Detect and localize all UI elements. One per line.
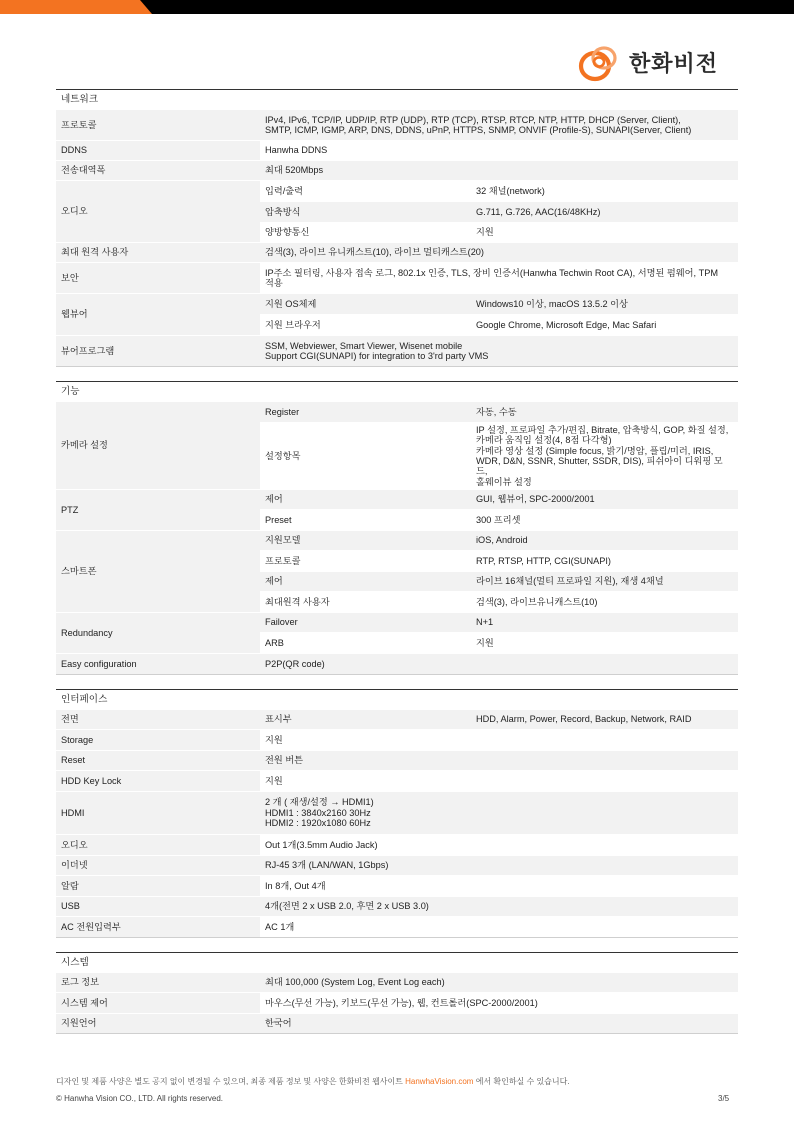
- table-row: [56, 897, 738, 917]
- row-value: 지원: [260, 730, 738, 751]
- table-row: [56, 1014, 738, 1034]
- row-sublabel: 제어: [260, 572, 471, 592]
- table-row: [56, 876, 738, 897]
- row-sublabel: 양방향통신: [260, 223, 471, 243]
- row-value: 300 프리셋: [471, 510, 738, 531]
- top-bar-accent: [0, 0, 152, 14]
- table-row: [56, 336, 738, 367]
- row-value: G.711, G.726, AAC(16/48KHz): [471, 202, 738, 223]
- section-title: 기능: [56, 381, 738, 401]
- row-value: 라이브 16채널(멀티 프로파일 지원), 재생 4채널: [471, 572, 738, 592]
- row-sublabel: 압축방식: [260, 202, 471, 223]
- row-sublabel: Register: [260, 402, 471, 423]
- table-row: [56, 110, 738, 141]
- row-label: 알람: [56, 876, 260, 897]
- row-value: IPv4, IPv6, TCP/IP, UDP/IP, RTP (UDP), RTP (TCP), RTSP, RTCP, NTP, HTTP, DHCP (Server, Client), SMTP, ICMP, IGMP, ARP, DNS, DDNS, uPnP, HTTPS, SNMP, ONVIF (Profile-S), SUNAPI(Server, Client): [260, 110, 738, 141]
- table-row: [56, 654, 738, 675]
- row-sublabel: 최대원격 사용자: [260, 592, 471, 613]
- row-sublabel: 지원모델: [260, 531, 471, 551]
- table-row: [56, 856, 738, 876]
- network-table: [56, 109, 738, 367]
- row-value: AC 1개: [260, 917, 738, 938]
- row-sublabel: 제어: [260, 490, 471, 510]
- row-label: 로그 정보: [56, 973, 260, 993]
- row-sublabel: 표시부: [260, 710, 471, 730]
- table-row: [56, 243, 738, 263]
- row-label: DDNS: [56, 141, 260, 161]
- copyright: © Hanwha Vision CO., LTD. All rights reserved.: [56, 1094, 223, 1103]
- table-row: [56, 531, 738, 551]
- row-value: 32 채널(network): [471, 181, 738, 202]
- row-sublabel: 설정항목: [260, 423, 471, 490]
- table-row: [56, 402, 738, 423]
- table-row: [56, 973, 738, 993]
- table-row: [56, 490, 738, 510]
- row-label: USB: [56, 897, 260, 917]
- page-number: 3/5: [718, 1094, 730, 1103]
- row-value: IP 설정, 프로파일 추가/편집, Bitrate, 압축방식, GOP, 화질 설정, 카메라 움직임 설정(4, 8점 다각형) 카메라 영상 설정 (Simple focus, 밝기/명암, 플립/미러, IRIS, WDR, D&N, SSNR, Shutter, SSDR, DIS), 피쉬아이 디워핑 모드, 홀웨이뷰 설정: [471, 423, 738, 490]
- row-label: AC 전원입력부: [56, 917, 260, 938]
- row-value: Windows10 이상, macOS 13.5.2 이상: [471, 294, 738, 315]
- row-value: 최대 520Mbps: [260, 161, 738, 181]
- row-label: Storage: [56, 730, 260, 751]
- function-table: [56, 401, 738, 675]
- row-sublabel: Preset: [260, 510, 471, 531]
- brand-logo: [577, 40, 718, 84]
- row-label: PTZ: [56, 490, 260, 531]
- table-row: [56, 263, 738, 294]
- row-label: 보안: [56, 263, 260, 294]
- row-label: 오디오: [56, 835, 260, 856]
- row-value: SSM, Webviewer, Smart Viewer, Wisenet mobile Support CGI(SUNAPI) for integration to 3'rd party VMS: [260, 336, 738, 367]
- row-value: 자동, 수동: [471, 402, 738, 423]
- row-value: 검색(3), 라이브유니캐스트(10): [471, 592, 738, 613]
- row-label: 전송대역폭: [56, 161, 260, 181]
- row-value: Out 1개(3.5mm Audio Jack): [260, 835, 738, 856]
- table-row: [56, 710, 738, 730]
- row-value: 마우스(무선 가능), 키보드(무선 가능), 웹, 컨트롤러(SPC-2000/2001): [260, 993, 738, 1014]
- row-value: GUI, 웹뷰어, SPC-2000/2001: [471, 490, 738, 510]
- row-value: iOS, Android: [471, 531, 738, 551]
- row-label: Reset: [56, 751, 260, 771]
- section-title: 네트워크: [56, 89, 738, 109]
- row-label: 이더넷: [56, 856, 260, 876]
- row-value: 지원: [471, 223, 738, 243]
- row-label: Easy configuration: [56, 654, 260, 675]
- row-value: 최대 100,000 (System Log, Event Log each): [260, 973, 738, 993]
- row-label: 지원언어: [56, 1014, 260, 1034]
- website-link[interactable]: HanwhaVision.com: [405, 1077, 474, 1086]
- row-sublabel: Failover: [260, 613, 471, 633]
- table-row: [56, 751, 738, 771]
- table-row: [56, 917, 738, 938]
- row-value: RJ-45 3개 (LAN/WAN, 1Gbps): [260, 856, 738, 876]
- table-row: [56, 161, 738, 181]
- row-value: P2P(QR code): [260, 654, 738, 675]
- brand-name: 한화비전: [629, 51, 719, 77]
- row-label: 카메라 설정: [56, 402, 260, 490]
- row-label: 시스템 제어: [56, 993, 260, 1014]
- section-network: [56, 89, 738, 367]
- hanwha-logo-icon: [577, 40, 623, 84]
- section-interface: [56, 689, 738, 938]
- table-row: [56, 141, 738, 161]
- table-row: [56, 181, 738, 202]
- row-value: N+1: [471, 613, 738, 633]
- table-row: [56, 294, 738, 315]
- row-label: HDMI: [56, 792, 260, 835]
- row-sublabel: ARB: [260, 633, 471, 654]
- row-value: HDD, Alarm, Power, Record, Backup, Network, RAID: [471, 710, 738, 730]
- section-title: 시스템: [56, 952, 738, 972]
- table-row: [56, 771, 738, 792]
- row-value: 4개(전면 2 x USB 2.0, 후면 2 x USB 3.0): [260, 897, 738, 917]
- system-table: [56, 972, 738, 1034]
- row-sublabel: 지원 OS체제: [260, 294, 471, 315]
- row-label: 웹뷰어: [56, 294, 260, 336]
- row-sublabel: 지원 브라우저: [260, 315, 471, 336]
- row-label: 오디오: [56, 181, 260, 243]
- top-bar: [0, 0, 794, 14]
- row-label: HDD Key Lock: [56, 771, 260, 792]
- row-value: 한국어: [260, 1014, 738, 1034]
- interface-table: [56, 709, 738, 938]
- row-value: Hanwha DDNS: [260, 141, 738, 161]
- row-value: 검색(3), 라이브 유니캐스트(10), 라이브 멀티캐스트(20): [260, 243, 738, 263]
- row-value: Google Chrome, Microsoft Edge, Mac Safari: [471, 315, 738, 336]
- row-label: 뷰어프로그램: [56, 336, 260, 367]
- row-sublabel: 입력/출력: [260, 181, 471, 202]
- table-row: [56, 613, 738, 633]
- table-row: [56, 835, 738, 856]
- row-value: 지원: [260, 771, 738, 792]
- section-system: [56, 952, 738, 1034]
- table-row: [56, 792, 738, 835]
- row-label: 전면: [56, 710, 260, 730]
- section-title: 인터페이스: [56, 689, 738, 709]
- row-label: 프로토콜: [56, 110, 260, 141]
- spec-content: [56, 89, 738, 1048]
- row-value: 지원: [471, 633, 738, 654]
- table-row: [56, 993, 738, 1014]
- row-sublabel: 프로토콜: [260, 551, 471, 572]
- row-value: In 8개, Out 4개: [260, 876, 738, 897]
- section-function: [56, 381, 738, 675]
- row-label: 스마트폰: [56, 531, 260, 613]
- row-value: RTP, RTSP, HTTP, CGI(SUNAPI): [471, 551, 738, 572]
- row-value: IP주소 필터링, 사용자 접속 로그, 802.1x 인증, TLS, 장비 인증서(Hanwha Techwin Root CA), 서명된 펌웨어, TPM 적용: [260, 263, 738, 294]
- row-label: 최대 원격 사용자: [56, 243, 260, 263]
- row-label: Redundancy: [56, 613, 260, 654]
- row-value: 전원 버튼: [260, 751, 738, 771]
- table-row: [56, 730, 738, 751]
- footer-disclaimer: 디자인 및 제품 사양은 별도 공지 없이 변경될 수 있으며, 최종 제품 정보 및 사양은 한화비전 웹사이트 HanwhaVision.com 에서 확인하실 수 있습니다.: [56, 1077, 570, 1086]
- row-value: 2 개 ( 재생/설정 → HDMI1) HDMI1 : 3840x2160 30Hz HDMI2 : 1920x1080 60Hz: [260, 792, 738, 835]
